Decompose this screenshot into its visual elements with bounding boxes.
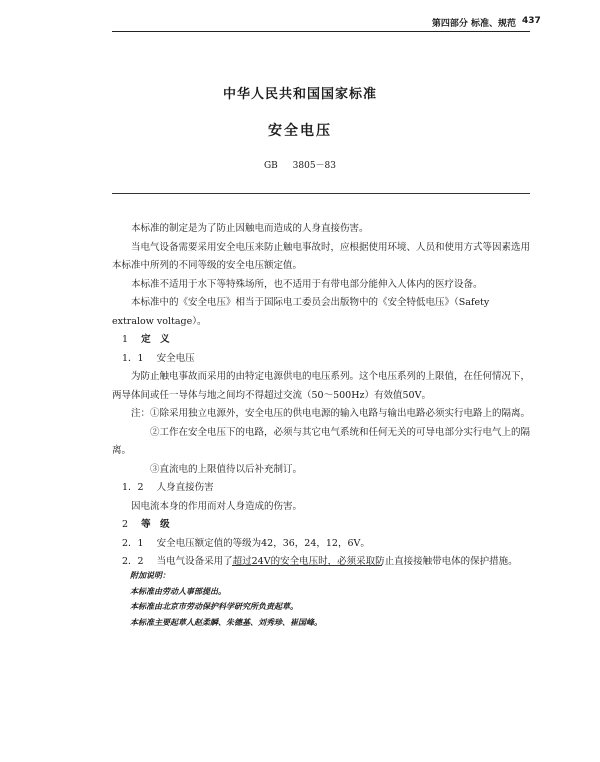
intro-paragraph-1: 本标准的制定是为了防止因触电而造成的人身直接伤害。 xyxy=(131,223,369,234)
subsection-1-1-text: 为防止触电事故而采用的由特定电源供电的电压系列。这个电压系列的上限值，在任何情况下，两导体间或任一导体与地之间均不得超过交流（50～500Hz）有效值50V。 xyxy=(112,371,531,401)
standard-code xyxy=(0,158,600,171)
title-rule xyxy=(112,193,530,194)
appendix-heading: 附加说明： xyxy=(130,570,170,580)
appendix-notes xyxy=(130,568,530,630)
appendix-line-3: 本标准主要起草人赵柔瞬、朱德基、刘秀珍、崔国峰。 xyxy=(130,616,322,627)
subsection-2-1 xyxy=(112,535,532,554)
doc-subtitle: 安全电压 xyxy=(268,123,332,139)
appendix-line-1: 本标准由劳动人事部提出。 xyxy=(130,585,226,596)
note-3: ③直流电的上限值待以后补充制订。 xyxy=(150,463,303,475)
note-2: ②工作在安全电压下的电路，必须与其它电气系统和任何无关的可导电部分实行电气上的隔离。 xyxy=(112,426,531,456)
code-prefix: GB xyxy=(263,161,278,171)
header-rule xyxy=(112,31,530,32)
intro-paragraph-2: 当电气设备需要采用安全电压来防止触电事故时，应根据使用环境、人员和使用方式等因素选用本标准中所列的不同等级的安全电压额定值。 xyxy=(112,241,531,271)
subsection-1-2-number: 1．2 xyxy=(122,482,144,493)
doc-title: 中华人民共和国国家标准 xyxy=(222,87,377,102)
subsection-2-1-number: 2．1 xyxy=(122,537,144,549)
header-section: 第四部分 标准、规范 xyxy=(431,19,516,29)
appendix-line-2: 本标准由北京市劳动保护科学研究所负责起草。 xyxy=(130,601,298,611)
section-1-title: 定 义 xyxy=(141,334,170,345)
section-2-heading xyxy=(112,516,532,535)
intro-paragraph-4: 本标准中的《安全电压》相当于国际电工委员会出版物中的《安全特低电压》（Safety extralow voltage）。 xyxy=(112,297,490,327)
section-1-number: 1 xyxy=(122,334,129,345)
section-2-number: 2 xyxy=(122,519,129,530)
doc-body xyxy=(112,220,532,572)
subsection-1-2-title: 人身直接伤害 xyxy=(156,482,214,493)
page-header xyxy=(0,16,600,36)
code-number: 3805－83 xyxy=(292,161,337,171)
section-1-heading xyxy=(112,331,532,350)
intro-paragraph-3: 本标准不适用于水下等特殊场所，也不适用于有带电部分能伸入人体内的医疗设备。 xyxy=(131,278,483,290)
page-number: 437 xyxy=(522,16,541,26)
subsection-2-2-number: 2．2 xyxy=(122,556,144,567)
note-1: 注：①除采用独立电源外，安全电压的供电电源的输入电路与输出电路必须实行电路上的隔离。 xyxy=(131,408,531,419)
subsection-1-2-text: 因电流本身的作用而对人身造成的伤害。 xyxy=(131,500,303,512)
subsection-1-1-title: 安全电压 xyxy=(156,352,195,364)
subsection-1-2-heading xyxy=(112,479,532,498)
subsection-1-1-heading xyxy=(112,350,532,369)
subsection-2-1-text: 安全电压额定值的等级为42，36，24，12，6V。 xyxy=(156,537,370,549)
subsection-2-2-text: 当电气设备采用了超过24V的安全电压时，必须采取防止直接接触带电体的保护措施。 xyxy=(156,556,518,567)
appendix-rule xyxy=(232,565,382,566)
subsection-1-1-number: 1．1 xyxy=(122,352,144,364)
section-2-title: 等 级 xyxy=(141,519,170,530)
